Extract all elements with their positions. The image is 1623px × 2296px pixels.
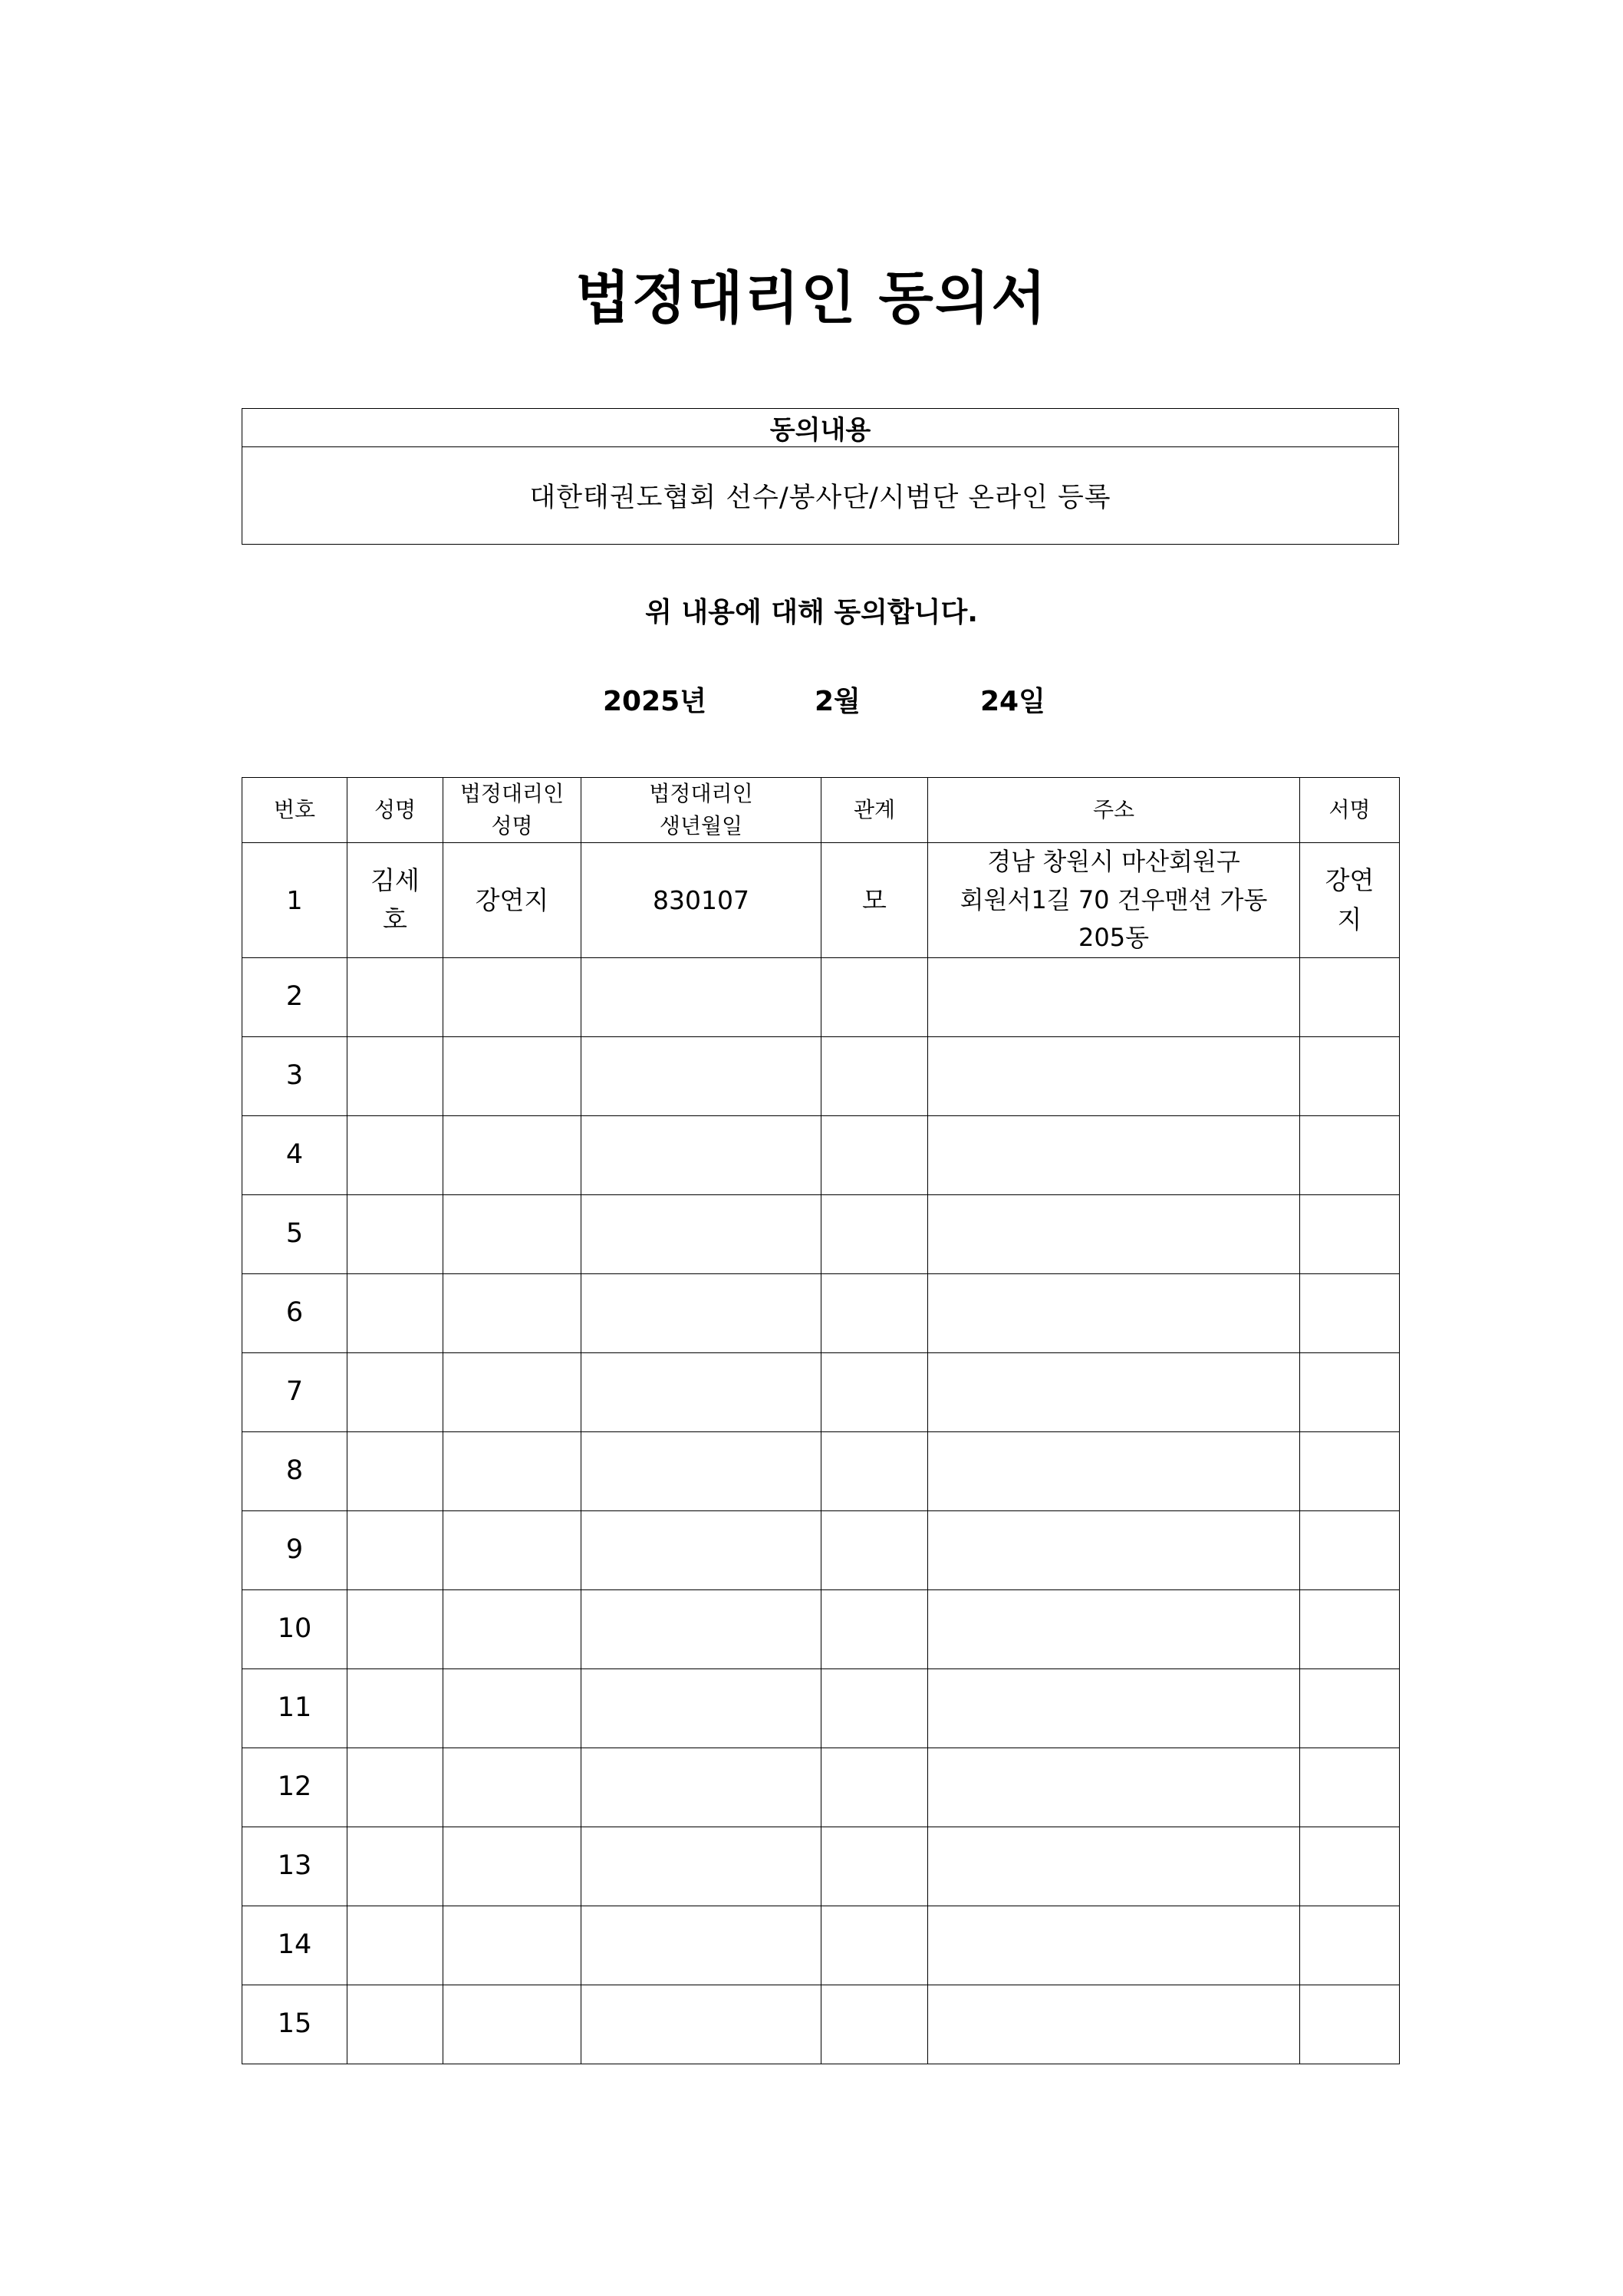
row-address-line3: 205동 xyxy=(1078,923,1149,953)
row-guardian-birth xyxy=(581,1668,821,1748)
row-no: 11 xyxy=(242,1668,347,1748)
row-guardian-name xyxy=(443,1906,581,1985)
table-row xyxy=(242,1827,1400,1906)
row-name xyxy=(347,1748,443,1827)
row-signature xyxy=(1300,1906,1400,1985)
row-relation xyxy=(821,1115,928,1194)
row-signature xyxy=(1300,1668,1400,1748)
row-guardian-name xyxy=(443,1985,581,2064)
row-no: 3 xyxy=(242,1036,347,1115)
row-address xyxy=(928,1194,1300,1273)
table-row xyxy=(242,1431,1400,1510)
row-guardian-name xyxy=(443,957,581,1036)
row-signature-line2: 지 xyxy=(1337,904,1362,935)
table-row xyxy=(242,1668,1400,1748)
row-guardian-name xyxy=(443,1115,581,1194)
row-guardian-birth xyxy=(581,1827,821,1906)
row-name xyxy=(347,1431,443,1510)
agree-statement: 위 내용에 대해 동의합니다. xyxy=(645,597,978,628)
consent-content: 대한태권도협회 선수/봉사단/시범단 온라인 등록 xyxy=(242,447,1399,545)
row-no: 2 xyxy=(242,957,347,1036)
date-day: 24일 xyxy=(980,686,1045,717)
row-name xyxy=(347,1510,443,1589)
row-guardian-name xyxy=(443,1352,581,1431)
row-signature xyxy=(1300,1748,1400,1827)
row-address xyxy=(928,1273,1300,1352)
row-relation xyxy=(821,1036,928,1115)
row-signature xyxy=(1300,1827,1400,1906)
row-no: 15 xyxy=(242,1985,347,2064)
row-guardian-birth xyxy=(581,1036,821,1115)
row-address xyxy=(928,1115,1300,1194)
date-year: 2025년 xyxy=(603,686,706,717)
row-signature-line1: 강연 xyxy=(1325,865,1374,896)
header-no: 번호 xyxy=(242,778,347,843)
row-guardian-birth xyxy=(581,957,821,1036)
row-address xyxy=(928,1668,1300,1748)
row-address xyxy=(928,1431,1300,1510)
row-name xyxy=(347,1036,443,1115)
row-signature xyxy=(1300,1985,1400,2064)
row-signature xyxy=(1300,1589,1400,1668)
row-guardian-birth xyxy=(581,1115,821,1194)
guardian-roster-table xyxy=(242,777,1400,2064)
row-name xyxy=(347,1273,443,1352)
row-guardian-name: 강연지 xyxy=(443,843,581,958)
row-address-line2: 회원서1길 70 건우맨션 가동 xyxy=(960,884,1268,914)
row-guardian-birth xyxy=(581,1194,821,1273)
row-address xyxy=(928,1510,1300,1589)
row-name xyxy=(347,1352,443,1431)
header-guardian-name xyxy=(443,778,581,843)
row-guardian-name xyxy=(443,1510,581,1589)
row-signature xyxy=(1300,1036,1400,1115)
row-guardian-name xyxy=(443,1036,581,1115)
row-relation xyxy=(821,957,928,1036)
row-address xyxy=(928,1036,1300,1115)
row-relation xyxy=(821,1985,928,2064)
row-signature xyxy=(1300,1115,1400,1194)
row-guardian-name xyxy=(443,1589,581,1668)
empty-rows-body xyxy=(242,957,1400,2064)
row-no: 12 xyxy=(242,1748,347,1827)
row-address xyxy=(928,1906,1300,1985)
row-guardian-name xyxy=(443,1668,581,1748)
row-guardian-birth xyxy=(581,1431,821,1510)
row-guardian-birth xyxy=(581,1589,821,1668)
row-guardian-birth xyxy=(581,1985,821,2064)
header-relation: 관계 xyxy=(821,778,928,843)
row-guardian-birth xyxy=(581,1906,821,1985)
row-relation xyxy=(821,1194,928,1273)
row-relation: 모 xyxy=(821,843,928,958)
row-relation xyxy=(821,1827,928,1906)
row-no: 7 xyxy=(242,1352,347,1431)
row-guardian-birth: 830107 xyxy=(581,843,821,958)
row-name xyxy=(347,1985,443,2064)
row-relation xyxy=(821,1352,928,1431)
consent-table xyxy=(242,408,1399,545)
row-relation xyxy=(821,1906,928,1985)
row-relation xyxy=(821,1748,928,1827)
row-guardian-name xyxy=(443,1273,581,1352)
table-row xyxy=(242,1194,1400,1273)
row-signature xyxy=(1300,957,1400,1036)
table-row xyxy=(242,1985,1400,2064)
row-no: 5 xyxy=(242,1194,347,1273)
header-guardian-name-line1: 법정대리인 xyxy=(459,781,565,806)
table-row xyxy=(242,1036,1400,1115)
table-row xyxy=(242,843,1400,958)
header-guardian-birth-line1: 법정대리인 xyxy=(649,781,753,806)
row-no: 13 xyxy=(242,1827,347,1906)
table-row xyxy=(242,1115,1400,1194)
row-guardian-birth xyxy=(581,1352,821,1431)
row-guardian-birth xyxy=(581,1273,821,1352)
row-address-line1: 경남 창원시 마산회원구 xyxy=(987,847,1240,876)
row-guardian-name xyxy=(443,1827,581,1906)
row-guardian-name xyxy=(443,1748,581,1827)
row-guardian-birth xyxy=(581,1748,821,1827)
row-signature xyxy=(1300,1352,1400,1431)
row-signature xyxy=(1300,1431,1400,1510)
row-relation xyxy=(821,1668,928,1748)
table-row xyxy=(242,1273,1400,1352)
header-guardian-birth-line2: 생년월일 xyxy=(659,813,743,838)
row-guardian-birth xyxy=(581,1510,821,1589)
table-row xyxy=(242,957,1400,1036)
row-no: 8 xyxy=(242,1431,347,1510)
row-address xyxy=(928,1748,1300,1827)
row-guardian-name xyxy=(443,1194,581,1273)
row-guardian-name xyxy=(443,1431,581,1510)
row-address xyxy=(928,1827,1300,1906)
header-guardian-name-line2: 성명 xyxy=(491,813,533,838)
row-address xyxy=(928,1589,1300,1668)
row-no: 1 xyxy=(242,843,347,958)
row-address xyxy=(928,843,1300,958)
row-no: 4 xyxy=(242,1115,347,1194)
row-name-line1: 김세 xyxy=(370,865,420,896)
table-row xyxy=(242,1352,1400,1431)
row-name xyxy=(347,1906,443,1985)
date-month: 2월 xyxy=(815,686,861,717)
roster-header-row xyxy=(242,778,1400,843)
header-name: 성명 xyxy=(347,778,443,843)
consent-header: 동의내용 xyxy=(242,409,1399,447)
row-no: 6 xyxy=(242,1273,347,1352)
document-title: 법정대리인 동의서 xyxy=(575,265,1048,331)
row-address xyxy=(928,957,1300,1036)
row-name xyxy=(347,957,443,1036)
header-address: 주소 xyxy=(928,778,1300,843)
row-address xyxy=(928,1985,1300,2064)
table-row xyxy=(242,1906,1400,1985)
row-no: 9 xyxy=(242,1510,347,1589)
row-name xyxy=(347,1194,443,1273)
row-no: 14 xyxy=(242,1906,347,1985)
row-relation xyxy=(821,1589,928,1668)
header-signature: 서명 xyxy=(1300,778,1400,843)
row-signature xyxy=(1300,843,1400,958)
table-row xyxy=(242,1748,1400,1827)
table-row xyxy=(242,1510,1400,1589)
row-signature xyxy=(1300,1194,1400,1273)
row-name-line2: 호 xyxy=(383,904,407,935)
row-signature xyxy=(1300,1273,1400,1352)
row-relation xyxy=(821,1510,928,1589)
row-name xyxy=(347,1115,443,1194)
row-signature xyxy=(1300,1510,1400,1589)
row-no: 10 xyxy=(242,1589,347,1668)
row-name xyxy=(347,1668,443,1748)
row-address xyxy=(928,1352,1300,1431)
row-relation xyxy=(821,1431,928,1510)
row-name xyxy=(347,1589,443,1668)
header-guardian-birth xyxy=(581,778,821,843)
row-name xyxy=(347,1827,443,1906)
row-relation xyxy=(821,1273,928,1352)
row-name xyxy=(347,843,443,958)
table-row xyxy=(242,1589,1400,1668)
